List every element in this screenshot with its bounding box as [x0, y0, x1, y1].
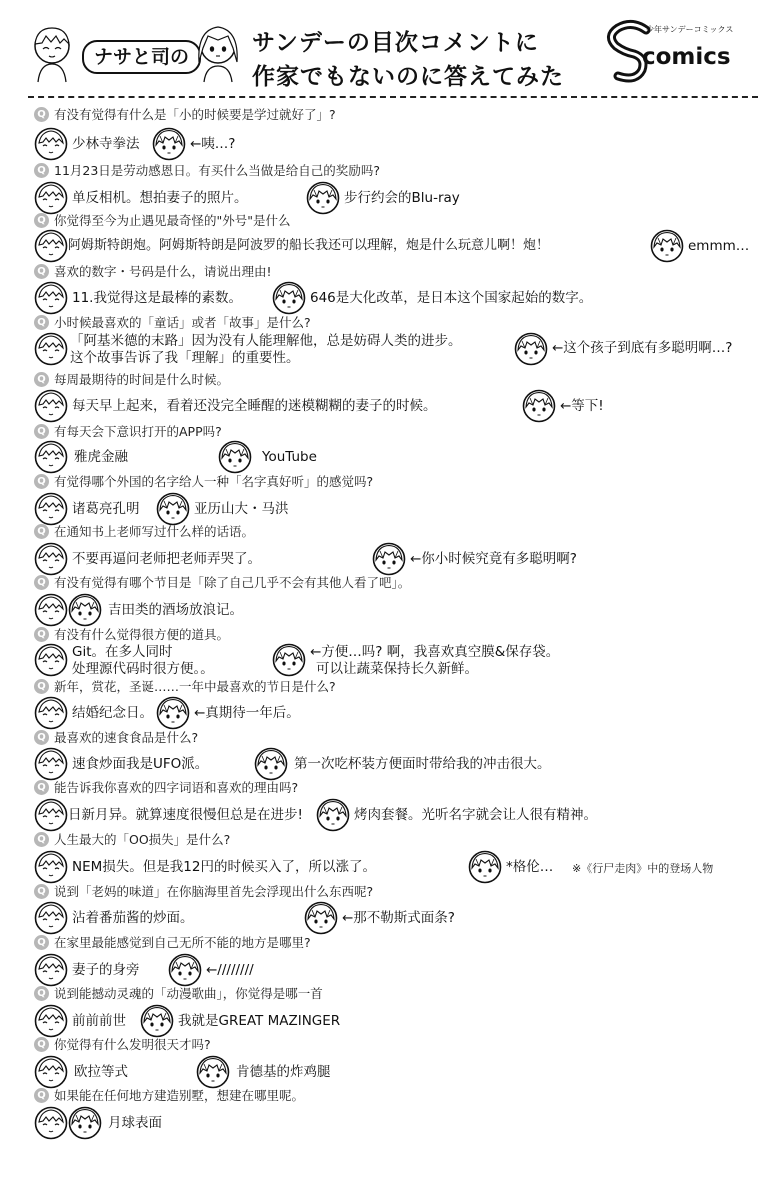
reply-text: 第一次吃杯装方便面时带给我的冲击很大。	[294, 756, 551, 772]
tsukasa-chibi-icon	[192, 22, 244, 84]
nasa-face-icon	[34, 127, 68, 161]
question-text: 如果能在任何地方建造别墅，想建在哪里呢。	[54, 1088, 305, 1103]
question-text: 新年，赏花，圣诞……一年中最喜欢的节日是什么?	[54, 679, 336, 694]
reply-text-line1: ←方便…吗? 啊，我喜欢真空膜&保存袋。	[310, 644, 560, 660]
question-text: 能告诉我你喜欢的四字词语和喜欢的理由吗?	[54, 780, 299, 795]
reply-text: 肯德基的炸鸡腿	[236, 1064, 331, 1080]
answer-text: 吉田类的酒场放浪记。	[108, 602, 243, 618]
question-row	[34, 424, 222, 440]
q-icon: Q	[34, 780, 49, 795]
nasa-face-icon	[34, 229, 68, 263]
reply-text: ←咦…?	[190, 136, 236, 152]
answer-text: 11.我觉得这是最棒的素数。	[72, 290, 242, 306]
tsukasa-face-icon	[372, 542, 406, 576]
answer-text: 少林寺拳法	[72, 136, 140, 152]
question-row	[34, 372, 229, 388]
q-icon: Q	[34, 575, 49, 590]
question-row	[34, 884, 373, 900]
page-header	[0, 0, 764, 96]
nasa-face-icon	[34, 1106, 68, 1140]
tsukasa-face-icon	[152, 127, 186, 161]
nasa-face-icon	[34, 593, 68, 627]
nasa-face-icon	[34, 181, 68, 215]
answer-text: 月球表面	[108, 1115, 162, 1131]
q-icon: Q	[34, 107, 49, 122]
header-title	[252, 26, 592, 94]
q-icon: Q	[34, 832, 49, 847]
question-text: 每周最期待的时间是什么时候。	[54, 372, 230, 387]
tsukasa-face-icon	[272, 643, 306, 677]
answer-text: 欧拉等式	[74, 1064, 128, 1080]
nasa-face-icon	[34, 1004, 68, 1038]
nasa-face-icon	[34, 850, 68, 884]
reply-text-line2: 可以让蔬菜保持长久新鲜。	[316, 661, 478, 677]
question-text: 有没有觉得有什么是「小的时候要是学过就好了」?	[54, 107, 336, 122]
reply-text: 我就是GREAT MAZINGER	[178, 1013, 341, 1029]
question-row	[34, 524, 254, 540]
sunday-comics-logo	[602, 18, 752, 86]
tsukasa-face-icon	[468, 850, 502, 884]
tsukasa-face-icon	[650, 229, 684, 263]
question-row	[34, 315, 311, 331]
tsukasa-face-icon	[156, 696, 190, 730]
footnote-text: ※《行尸走肉》中的登场人物	[572, 862, 714, 875]
nasa-face-icon	[34, 281, 68, 315]
question-text: 最喜欢的速食食品是什么?	[54, 730, 199, 745]
q-icon: Q	[34, 524, 49, 539]
nasa-face-icon	[34, 798, 68, 832]
answer-text-line2: 处理源代码时很方便。。	[72, 661, 214, 677]
nasa-face-icon	[34, 901, 68, 935]
tsukasa-face-icon	[68, 593, 102, 627]
question-row	[34, 264, 272, 280]
nasa-face-icon	[34, 542, 68, 576]
tsukasa-face-icon	[196, 1055, 230, 1089]
question-row	[34, 679, 336, 695]
question-row	[34, 986, 323, 1002]
question-text: 你觉得有什么发明很天才吗?	[54, 1037, 211, 1052]
nasa-face-icon	[34, 1055, 68, 1089]
question-text: 有没有觉得有哪个节目是「除了自己几乎不会有其他人看了吧」。	[54, 575, 411, 590]
answer-text: 速食炒面我是UFO派。	[72, 756, 209, 772]
question-text: 喜欢的数字・号码是什么，请说出理由!	[54, 264, 272, 279]
tsukasa-face-icon	[514, 332, 548, 366]
tsukasa-face-icon	[304, 901, 338, 935]
header-subtitle: ナサと司の	[82, 40, 201, 74]
reply-text: ←你小时候究竟有多聪明啊?	[410, 551, 577, 567]
q-icon: Q	[34, 884, 49, 899]
question-text: 11月23日是劳动感恩日。有买什么当做是给自己的奖励吗?	[54, 163, 380, 178]
reply-text: ←这个孩子到底有多聪明啊…?	[552, 340, 733, 356]
q-icon: Q	[34, 1088, 49, 1103]
question-row	[34, 163, 380, 179]
logo-small-text: 少年サンデーコミックス	[646, 25, 734, 34]
reply-text: ←真期待一年后。	[194, 705, 300, 721]
question-row	[34, 730, 198, 746]
answer-text-line1: Git。在多人同时	[72, 644, 173, 660]
q-icon: Q	[34, 1037, 49, 1052]
answer-text: 不要再逼问老师把老师弄哭了。	[72, 551, 261, 567]
reply-text: 亚历山大・马洪	[194, 501, 289, 517]
tsukasa-face-icon	[522, 389, 556, 423]
nasa-face-icon	[34, 747, 68, 781]
nasa-face-icon	[34, 332, 68, 366]
answer-text-line1: 「阿基米德的末路」因为没有人能理解他，总是妨碍人类的进步。	[70, 333, 462, 349]
question-row	[34, 832, 230, 848]
question-text: 你觉得至今为止遇见最奇怪的"外号"是什么	[54, 213, 291, 228]
reply-text: 烤肉套餐。光听名字就会让人很有精神。	[354, 807, 597, 823]
nasa-face-icon	[34, 643, 68, 677]
q-icon: Q	[34, 372, 49, 387]
question-row	[34, 627, 229, 643]
reply-text: 646是大化改革，是日本这个国家起始的数字。	[310, 290, 593, 306]
q-icon: Q	[34, 264, 49, 279]
question-text: 说到能撼动灵魂的「动漫歌曲」，你觉得是哪一首	[54, 986, 323, 1001]
tsukasa-face-icon	[306, 181, 340, 215]
question-row	[34, 213, 291, 229]
question-text: 人生最大的「OO损失」是什么?	[54, 832, 231, 847]
header-title-line1: サンデーの目次コメントに	[252, 30, 539, 56]
tsukasa-face-icon	[140, 1004, 174, 1038]
nasa-face-icon	[34, 389, 68, 423]
header-title-line2: 作家でもないのに答えてみた	[252, 64, 564, 90]
question-text: 有没有什么觉得很方便的道具。	[54, 627, 230, 642]
nasa-face-icon	[34, 696, 68, 730]
q-icon: Q	[34, 315, 49, 330]
question-text: 说到「老妈的味道」在你脑海里首先会浮现出什么东西呢?	[54, 884, 374, 899]
q-icon: Q	[34, 424, 49, 439]
answer-text: 单反相机。想拍妻子的照片。	[72, 190, 248, 206]
reply-text: 步行约会的Blu-ray	[344, 190, 460, 206]
tsukasa-face-icon	[218, 440, 252, 474]
question-text: 有每天会下意识打开的APP吗?	[54, 424, 222, 439]
q-icon: Q	[34, 986, 49, 1001]
nasa-face-icon	[34, 440, 68, 474]
answer-text: 沾着番茄酱的炒面。	[72, 910, 194, 926]
reply-text: YouTube	[262, 449, 317, 465]
q-icon: Q	[34, 627, 49, 642]
reply-text: ←那不勒斯式面条?	[342, 910, 455, 926]
answer-text-line2: 这个故事告诉了我「理解」的重要性。	[70, 350, 300, 366]
tsukasa-face-icon	[168, 953, 202, 987]
answer-text: NEM损失。但是我12円的时候买入了，所以涨了。	[72, 859, 376, 875]
question-text: 在家里最能感觉到自己无所不能的地方是哪里?	[54, 935, 311, 950]
reply-text: *格伦…	[506, 859, 554, 875]
logo-text: comics	[642, 44, 731, 70]
question-row	[34, 1037, 211, 1053]
q-icon: Q	[34, 935, 49, 950]
answer-text: 阿姆斯特朗炮。阿姆斯特朗是阿波罗的船长我还可以理解，炮是什么玩意儿啊！炮！	[68, 238, 550, 253]
tsukasa-face-icon	[316, 798, 350, 832]
question-row	[34, 1088, 304, 1104]
answer-text: 雅虎金融	[74, 449, 128, 465]
question-text: 有觉得哪个外国的名字给人一种「名字真好听」的感觉吗?	[54, 474, 374, 489]
question-row	[34, 935, 311, 951]
nasa-face-icon	[34, 953, 68, 987]
tsukasa-face-icon	[272, 281, 306, 315]
answer-text: 每天早上起来，看着还没完全睡醒的迷模糊糊的妻子的时候。	[72, 398, 437, 414]
reply-text: emmm…	[688, 238, 750, 254]
question-text: 在通知书上老师写过什么样的话语。	[54, 524, 255, 539]
nasa-chibi-icon	[26, 22, 78, 84]
header-divider	[28, 96, 758, 98]
answer-text: 日新月异。就算速度很慢但总是在进步!	[68, 807, 303, 823]
tsukasa-face-icon	[156, 492, 190, 526]
question-row	[34, 575, 410, 591]
question-text: 小时候最喜欢的「童话」或者「故事」是什么?	[54, 315, 311, 330]
reply-text: ←等下!	[560, 398, 604, 414]
answer-text: 妻子的身旁	[72, 962, 140, 978]
question-row	[34, 474, 373, 490]
tsukasa-face-icon	[68, 1106, 102, 1140]
question-row	[34, 780, 298, 796]
q-icon: Q	[34, 730, 49, 745]
answer-text: 诸葛亮孔明	[72, 501, 140, 517]
reply-text: ←////////	[206, 962, 254, 978]
q-icon: Q	[34, 679, 49, 694]
tsukasa-face-icon	[254, 747, 288, 781]
answer-text: 结婚纪念日。	[72, 705, 153, 721]
q-icon: Q	[34, 474, 49, 489]
q-icon: Q	[34, 163, 49, 178]
answer-text: 前前前世	[72, 1013, 126, 1029]
question-row	[34, 107, 336, 123]
nasa-face-icon	[34, 492, 68, 526]
q-icon: Q	[34, 213, 49, 228]
